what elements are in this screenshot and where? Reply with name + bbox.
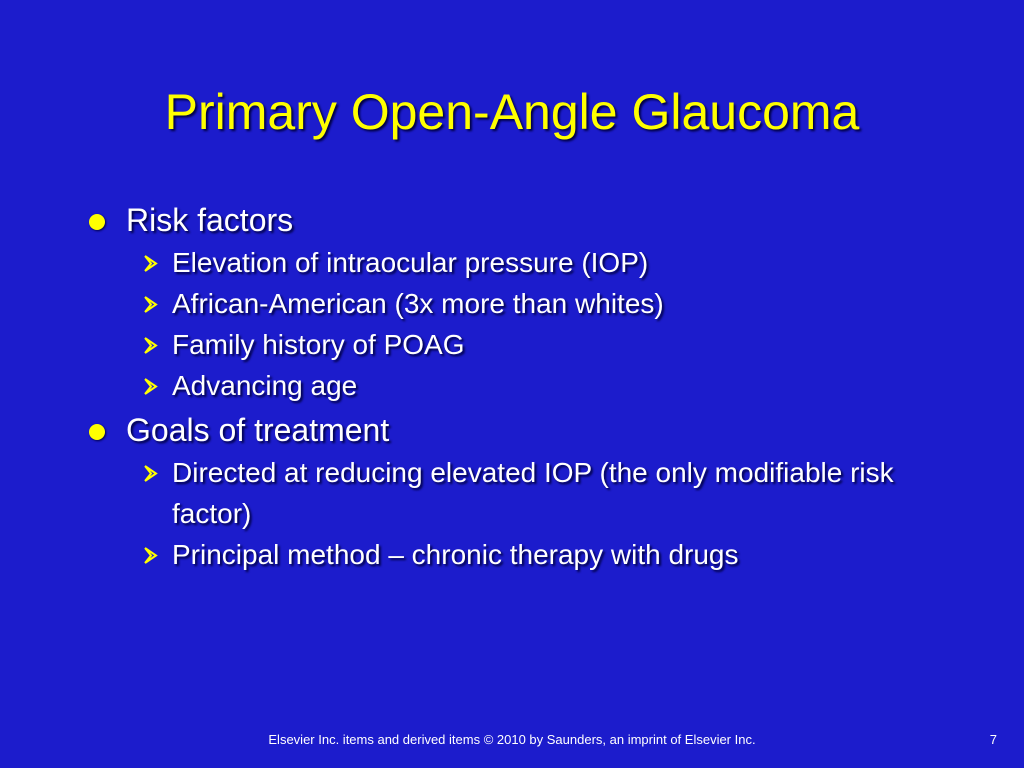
bullet-heading: Risk factors	[126, 202, 294, 238]
bullet-heading: Goals of treatment	[126, 412, 390, 448]
sub-bullet	[88, 365, 968, 406]
sub-bullet-text: Principal method – chronic therapy with drugs	[172, 539, 739, 570]
arrowhead-icon	[140, 324, 160, 365]
sub-bullet-text: Elevation of intraocular pressure (IOP)	[172, 247, 649, 278]
arrowhead-icon	[140, 534, 160, 575]
arrowhead-icon	[140, 452, 160, 493]
copyright-footer: Elsevier Inc. items and derived items © 2010 by Saunders, an imprint of Elsevier Inc.	[268, 732, 756, 747]
page-number: 7	[989, 732, 997, 747]
arrowhead-icon	[140, 365, 160, 406]
sub-bullet	[88, 534, 968, 575]
sub-bullet	[88, 242, 968, 283]
bullet-goals-of-treatment	[88, 408, 968, 452]
sub-bullet	[88, 452, 968, 534]
sub-bullet	[88, 283, 968, 324]
bullet-dot-icon	[89, 424, 105, 440]
bullet-risk-factors	[88, 198, 968, 242]
sub-bullet-text: Advancing age	[172, 370, 358, 401]
slide-title: Primary Open-Angle Glaucoma	[164, 84, 860, 140]
arrowhead-icon	[140, 242, 160, 283]
bullet-dot-icon	[89, 214, 105, 230]
sub-bullet	[88, 324, 968, 365]
arrowhead-icon	[140, 283, 160, 324]
sub-bullet-text: African-American (3x more than whites)	[172, 288, 664, 319]
sub-bullet-text: Directed at reducing elevated IOP (the only modifiable risk factor)	[172, 457, 894, 529]
slide-body	[88, 196, 968, 575]
sub-bullet-text: Family history of POAG	[172, 329, 465, 360]
